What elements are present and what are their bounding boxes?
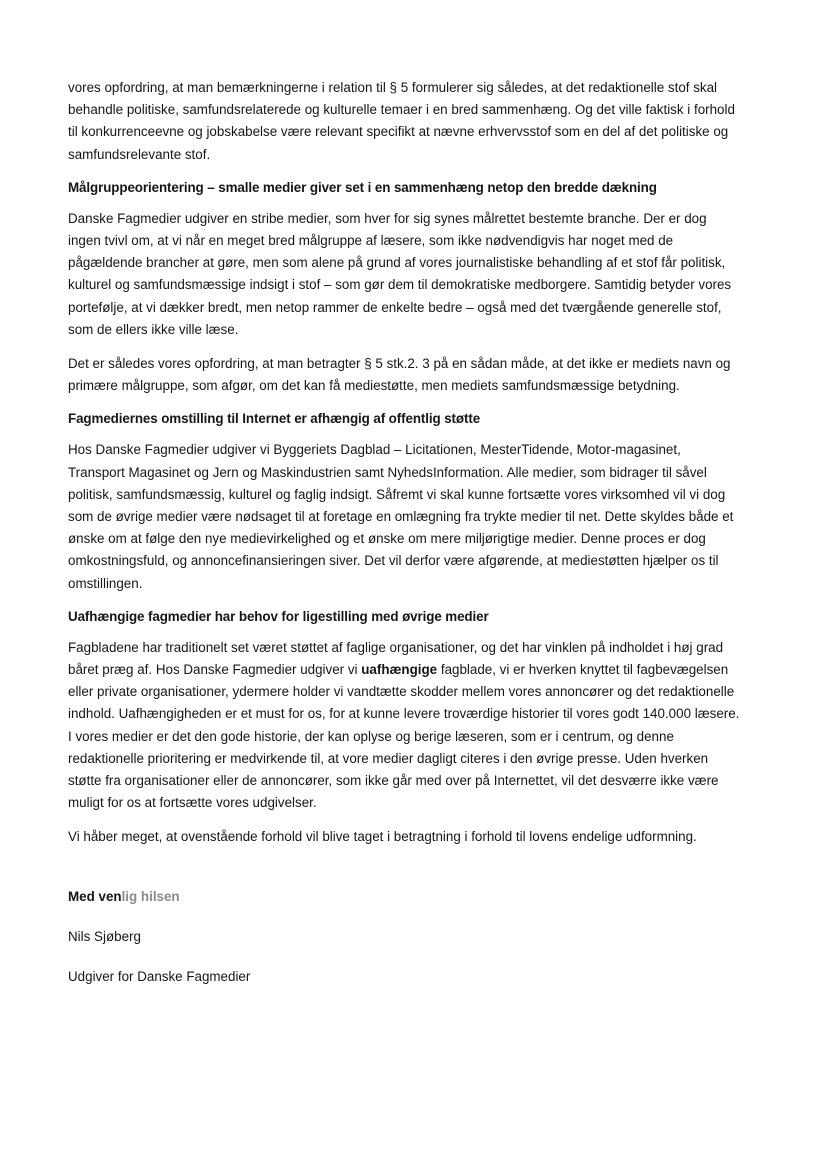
greeting xyxy=(68,887,740,907)
signer-name: Nils Sjøberg xyxy=(68,928,141,944)
section-heading: Målgruppeorientering – smalle medier giver set i en sammenhæng netop den bredde dækning xyxy=(68,179,657,195)
intro-section xyxy=(68,77,740,166)
closing-paragraph: Vi håber meget, at ovenstående forhold vil blive taget i betragtning i forhold til lovens endelige udformning. xyxy=(68,829,697,845)
greeting-text: Med ven xyxy=(68,888,122,904)
paragraph-text: Fagbladene har traditionelt set været støttet af faglige organisationer, og det har vinklen på indholdet i høj grad båret præg af. Hos Danske Fagmedier udgiver vi xyxy=(68,639,724,678)
intro-paragraph: vores opfordring, at man bemærkningerne i relation til § 5 formulerer sig således, at det redaktionelle stof skal behandle politiske, samfundsrelaterede og kulturelle temaer i en bred sammenhæng. Og det ville faktisk i forhold til konkurrenceevne og jobskabelse være relevant specifikt at nævne erhvervsstof som en del af det politiske og samfundsrelevante stof. xyxy=(68,80,735,162)
paragraph-text: fagblade, vi er hverken knyttet til fagbevægelsen eller private organisationer, ydermere holder vi vandtætte skodder mellem vores annoncører og det redaktionelle indhold. Uafhængigheden er et must for os, for at kunne levere troværdige historier til vores godt 140.000 læsere. I vores medier er det den gode historie, der kan oplyse og berige læseren, som er i centrum, og denne redaktionelle prioritering er medvirkende til, at vore medier dagligt citeres i den øvrige presse. Uden hverken støtte fra organisationer eller de annoncører, som ikke går med over på Internettet, vil det desværre ikke være muligt for os at fortsætte vores udgivelser. xyxy=(68,662,740,811)
greeting-text-faded: lig hilsen xyxy=(121,888,180,904)
emphasis-text: uafhængige xyxy=(361,662,438,678)
section-heading: Fagmediernes omstilling til Internet er afhængig af offentlig støtte xyxy=(68,411,481,427)
body-paragraph: Danske Fagmedier udgiver en stribe medier, som hver for sig synes målrettet bestemte branche. Der er dog ingen tvivl om, at vi når en meget bred målgruppe af læsere, som ikke nødvendigvis har noget med de pågældende brancher at gøre, men som alene på grund af vores journalistiske behandling af et stof får politisk, kulturel og samfundsmæssige indsigt i stof – som gør dem til demokratiske medborgere. Samtidig betyder vores portefølje, at vi dækker bredt, men netop rammer de enkelte bedre – også med det tværgående generelle stof, som de ellers ikke ville læse. xyxy=(68,210,732,337)
signer-title: Udgiver for Danske Fagmedier xyxy=(68,968,251,984)
signature-block xyxy=(68,887,740,987)
body-paragraph xyxy=(68,637,740,815)
body-paragraph: Hos Danske Fagmedier udgiver vi Byggeriets Dagblad – Licitationen, MesterTidende, Motor-magasinet, Transport Magasinet og Jern og Maskindustrien samt NyhedsInformation. Alle medier, som bidrager til såvel politisk, samfundsmæssig, kulturel og faglig indsigt. Såfremt vi skal kunne fortsætte vores virksomhed vil vi dog som de øvrige medier være nødsaget til at foretage en omlægning fra trykte medier til net. Dette skyldes både et ønske om at følge den nye medievirkelighed og et ønske om mere miljørigtige medier. Denne proces er dog omkostningsfuld, og annoncefinansieringen siver. Det vil derfor være afgørende, at mediestøtten hjælper os til omstillingen. xyxy=(68,442,734,591)
section-internet-transition xyxy=(68,409,740,594)
body-paragraph: Det er således vores opfordring, at man betragter § 5 stk.2. 3 på en sådan måde, at det ikke er mediets navn og primære målgruppe, som afgør, om det kan få mediestøtte, men mediets samfundsmæssige betydning. xyxy=(68,356,731,394)
section-heading: Uafhængige fagmedier har behov for ligestilling med øvrige medier xyxy=(68,608,489,624)
letter-page xyxy=(68,77,740,1007)
section-independent-media xyxy=(68,607,740,849)
section-target-group xyxy=(68,178,740,398)
